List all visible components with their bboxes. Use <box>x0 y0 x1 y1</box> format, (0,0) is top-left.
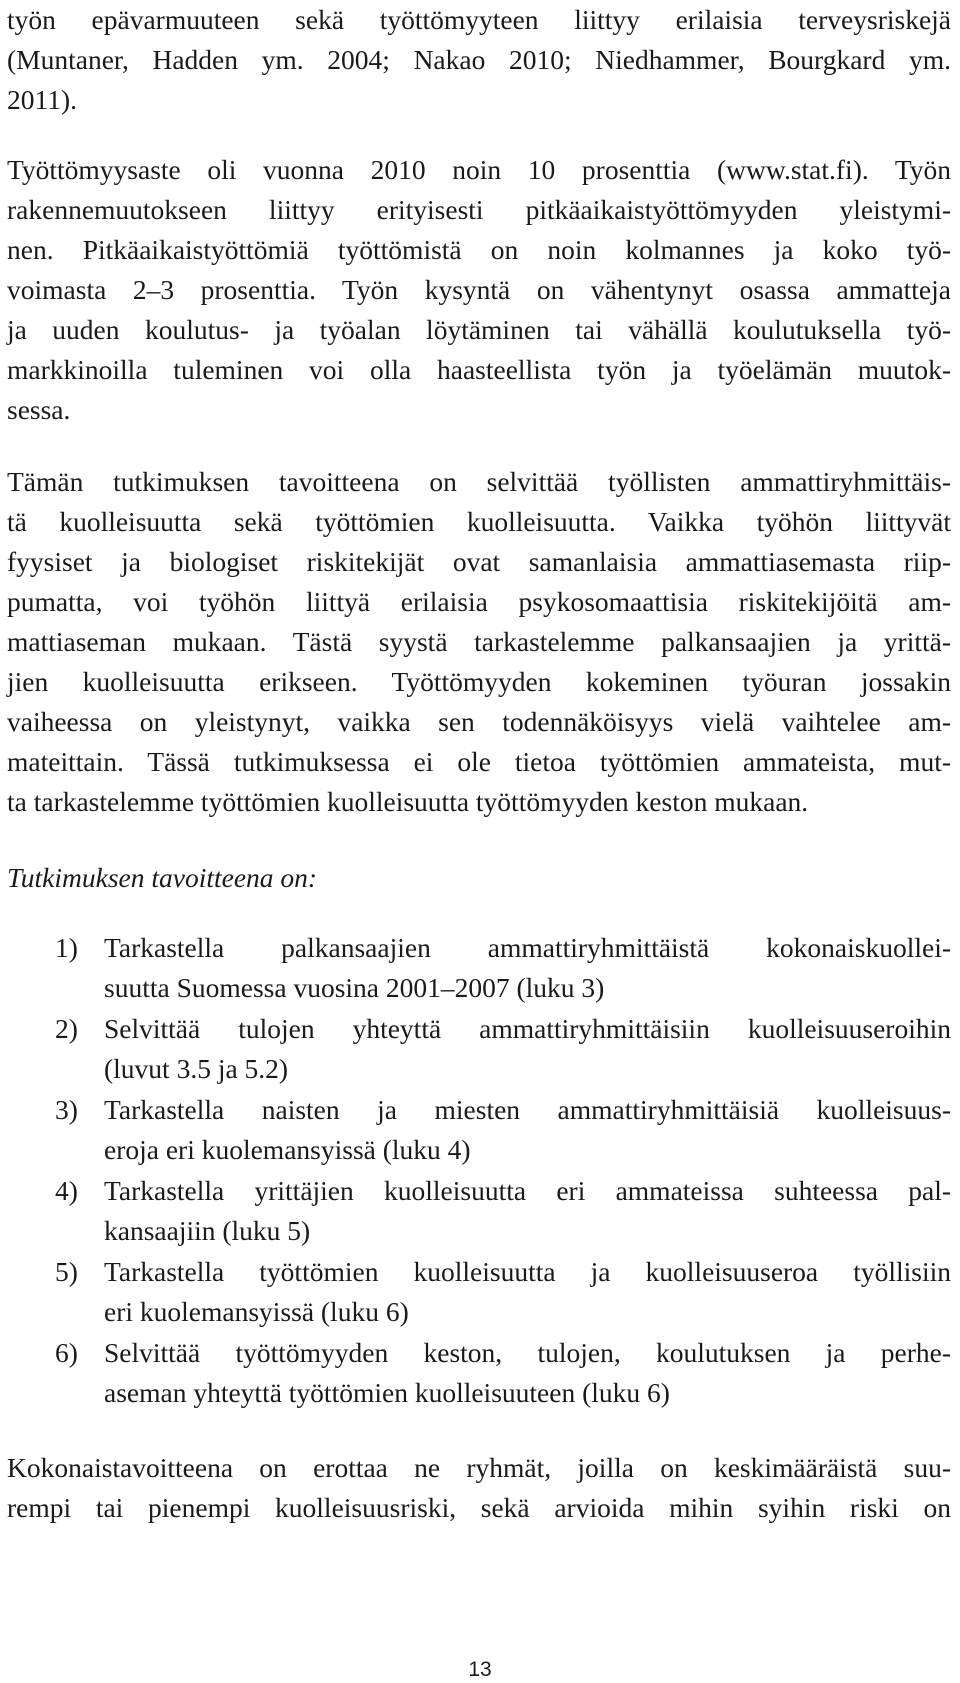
list-item-1-line-2: suutta Suomessa vuosina 2001–2007 (luku 3) <box>104 972 605 1003</box>
paragraph-3-line-7: vaiheessa on yleistynyt, vaikka sen todennäköisyys vielä vaihtelee am- <box>7 706 951 737</box>
paragraph-1-line-3: 2011). <box>7 84 78 115</box>
paragraph-2-line-4: voimasta 2–3 prosenttia. Työn kysyntä on vähentynyt osassa ammatteja <box>7 274 951 305</box>
paragraph-3-line-2: tä kuolleisuutta sekä työttömien kuolleisuutta. Vaikka työhön liittyvät <box>7 506 951 537</box>
paragraph-3-line-5: mattiaseman mukaan. Tästä syystä tarkastelemme palkansaajien ja yrittä- <box>7 626 951 657</box>
paragraph-2-line-3: nen. Pitkäaikaistyöttömiä työttömistä on noin kolmannes ja koko työ- <box>7 234 951 265</box>
list-item-5-line-2: eri kuolemansyissä (luku 6) <box>104 1296 409 1327</box>
list-item-4-line-1: Tarkastella yrittäjien kuolleisuutta eri ammateissa suhteessa pal- <box>104 1175 951 1206</box>
paragraph-1-line-2: (Muntaner, Hadden ym. 2004; Nakao 2010; Niedhammer, Bourgkard ym. <box>7 44 951 75</box>
list-item-2-line-1: Selvittää tulojen yhteyttä ammattiryhmittäisiin kuolleisuuseroihin <box>104 1013 951 1044</box>
closing-paragraph-line-1: Kokonaistavoitteena on erottaa ne ryhmät, joilla on keskimääräistä suu- <box>7 1452 951 1483</box>
list-item-number: 6) <box>55 1337 78 1368</box>
paragraph-3-line-4: pumatta, voi työhön liittyä erilaisia psykosomaattisia riskitekijöitä am- <box>7 586 951 617</box>
paragraph-3-line-6: jien kuolleisuutta erikseen. Työttömyyden kokeminen työuran jossakin <box>7 666 951 697</box>
list-item-4-line-2: kansaajiin (luku 5) <box>104 1215 311 1246</box>
page-number: 13 <box>468 1658 492 1681</box>
list-item-6-line-2: aseman yhteyttä työttömien kuolleisuuteen (luku 6) <box>104 1377 670 1408</box>
paragraph-2-line-6: markkinoilla tuleminen voi olla haasteellista työn ja työelämän muutok- <box>7 354 951 385</box>
paragraph-3-line-3: fyysiset ja biologiset riskitekijät ovat samanlaisia ammattiasemasta riip- <box>7 546 951 577</box>
paragraph-2-line-1: Työttömyysaste oli vuonna 2010 noin 10 prosenttia (www.stat.fi). Työn <box>7 154 951 185</box>
paragraph-2-line-5: ja uuden koulutus- ja työalan löytäminen tai vähällä koulutuksella työ- <box>7 314 951 345</box>
paragraph-2-line-2: rakennemuutokseen liittyy erityisesti pitkäaikaistyöttömyyden yleistymi- <box>7 194 951 225</box>
paragraph-3-line-1: Tämän tutkimuksen tavoitteena on selvittää työllisten ammattiryhmittäis- <box>7 466 951 497</box>
list-item-1-line-1: Tarkastella palkansaajien ammattiryhmittäistä kokonaiskuollei- <box>104 932 951 963</box>
paragraph-3-line-9: ta tarkastelemme työttömien kuolleisuutta työttömyyden keston mukaan. <box>7 786 809 817</box>
paragraph-1-line-1: työn epävarmuuteen sekä työttömyyteen liittyy erilaisia terveysriskejä <box>7 4 951 35</box>
list-item-number: 3) <box>55 1094 78 1125</box>
closing-paragraph-line-2: rempi tai pienempi kuolleisuusriski, sekä arvioida mihin syihin riski on <box>7 1492 951 1523</box>
list-item-number: 5) <box>55 1256 78 1287</box>
paragraph-3-line-8: mateittain. Tässä tutkimuksessa ei ole tietoa työttömien ammateista, mut- <box>7 746 951 777</box>
list-item-number: 4) <box>55 1175 78 1206</box>
list-item-6-line-1: Selvittää työttömyyden keston, tulojen, koulutuksen ja perhe- <box>104 1337 951 1368</box>
list-item-number: 1) <box>55 932 78 963</box>
paragraph-2-line-7: sessa. <box>7 394 71 425</box>
list-item-3-line-1: Tarkastella naisten ja miesten ammattiryhmittäisiä kuolleisuus- <box>104 1094 951 1125</box>
objectives-heading: Tutkimuksen tavoitteena on: <box>7 862 318 893</box>
list-item-number: 2) <box>55 1013 78 1044</box>
list-item-2-line-2: (luvut 3.5 ja 5.2) <box>104 1053 289 1084</box>
list-item-3-line-2: eroja eri kuolemansyissä (luku 4) <box>104 1134 471 1165</box>
list-item-5-line-1: Tarkastella työttömien kuolleisuutta ja kuolleisuuseroa työllisiin <box>104 1256 951 1287</box>
